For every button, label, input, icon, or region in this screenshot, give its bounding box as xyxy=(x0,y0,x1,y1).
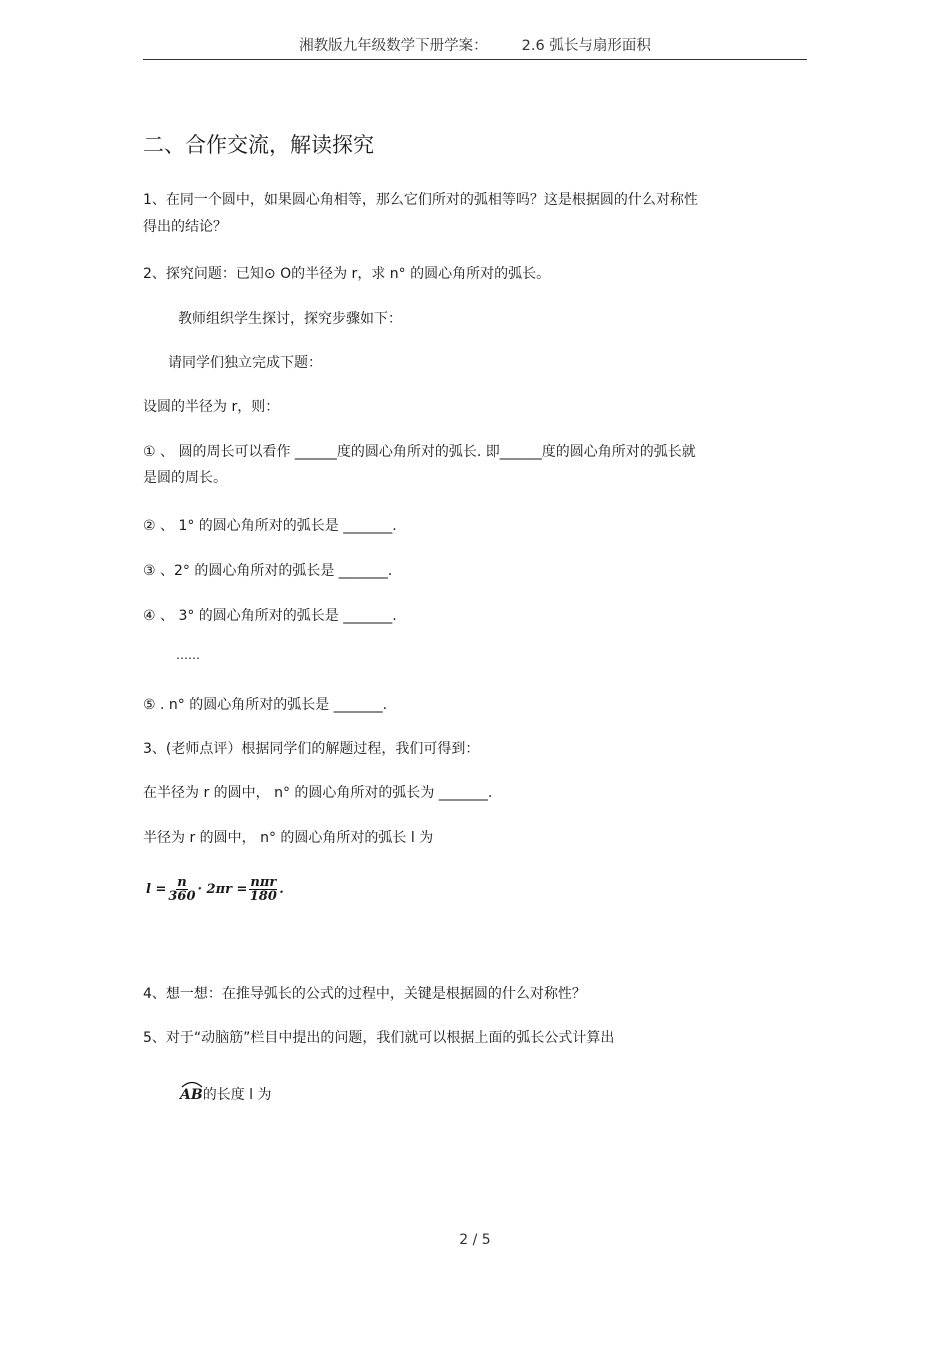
arc-overline-icon xyxy=(181,1080,203,1088)
students-instruction: 请同学们独立完成下题： xyxy=(168,355,322,371)
section-title: 二、合作交流，解读探究 xyxy=(143,133,374,157)
step-1-line-2: 是圆的周长。 xyxy=(143,470,227,486)
question-2: 2、探究问题：已知⊙ O的半径为 r，求 n° 的圆心角所对的弧长。 xyxy=(143,266,551,282)
formula-fraction-2-numerator: nπr xyxy=(250,875,277,890)
ellipsis: …… xyxy=(176,648,200,662)
arc-ab-line xyxy=(180,1084,272,1104)
formula-fraction-2-denominator: 180 xyxy=(249,889,277,904)
question-1-line-1: 1、在同一个圆中，如果圆心角相等，那么它们所对的弧相等吗？这是根据圆的什么对称性 xyxy=(143,192,698,208)
formula-fraction-1 xyxy=(168,876,195,903)
question-5: 5、对于“动脑筋”栏目中提出的问题，我们就可以根据上面的弧长公式计算出 xyxy=(143,1030,615,1046)
arc-ab-symbol xyxy=(180,1087,203,1103)
arc-ab-label: AB xyxy=(180,1087,203,1103)
formula-lhs: l = xyxy=(146,882,167,897)
page-header xyxy=(0,34,950,55)
formula-middle: · 2πr = xyxy=(197,882,248,897)
step-3: ③ 、2° 的圆心角所对的弧长是 _______. xyxy=(143,563,393,579)
teacher-instruction: 教师组织学生探讨，探究步骤如下： xyxy=(178,311,402,327)
formula-fraction-1-numerator: n xyxy=(177,875,187,890)
question-4: 4、想一想：在推导弧长的公式的过程中，关键是根据圆的什么对称性？ xyxy=(143,986,586,1002)
formula-end: . xyxy=(279,882,284,897)
formula-fraction-1-denominator: 360 xyxy=(168,889,196,904)
header-rule xyxy=(143,59,807,60)
arc-length-formula xyxy=(146,876,284,903)
step-5: ⑤ . n° 的圆心角所对的弧长是 _______. xyxy=(143,697,388,713)
formula-fraction-2 xyxy=(249,876,277,903)
step-2: ② 、 1° 的圆心角所对的弧长是 _______. xyxy=(143,518,397,534)
set-radius-line: 设圆的半径为 r，则： xyxy=(143,399,280,415)
step-4: ④ 、 3° 的圆心角所对的弧长是 _______. xyxy=(143,608,397,624)
arc-ab-suffix: 的长度 l 为 xyxy=(202,1087,272,1103)
question-3-line-2: 半径为 r 的圆中， n° 的圆心角所对的弧长 l 为 xyxy=(143,830,434,846)
question-3-line-1: 在半径为 r 的圆中， n° 的圆心角所对的弧长为 _______. xyxy=(143,785,493,801)
question-3: 3、(老师点评）根据同学们的解题过程，我们可得到： xyxy=(143,741,480,757)
question-1-line-2: 得出的结论？ xyxy=(143,219,227,235)
header-section-title: 2.6 弧长与扇形面积 xyxy=(521,38,651,54)
page-number: 2 / 5 xyxy=(459,1232,491,1248)
step-1-line-1: ① 、 圆的周长可以看作 ______度的圆心角所对的弧长. 即______度的圆心角所对的弧长就 xyxy=(143,444,696,460)
header-book-title: 湘教版九年级数学下册学案： xyxy=(299,38,488,54)
